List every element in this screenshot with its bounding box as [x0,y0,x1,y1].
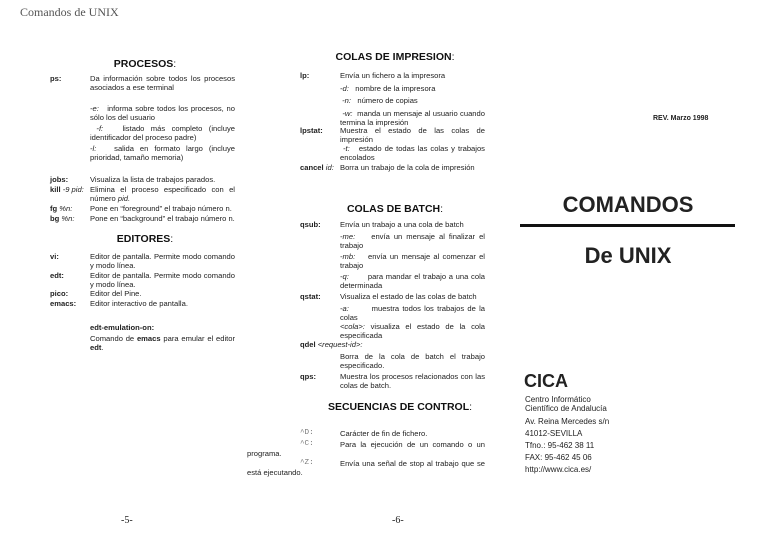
opt-a: -a: muestra todos los trabajos de la colas [340,304,485,322]
opt-me: -me: envía un mensaje al finalizar el trabajo [340,232,485,250]
desc-qsub: Envía un trabajo a una cola de batch [340,220,464,229]
org-address: Av. Reina Mercedes s/n [525,417,610,426]
revision-date: REV. Marzo 1998 [653,115,709,122]
desc-ctrl-c: Para la ejecución de un comando o un [340,440,485,449]
opt-e: -e: informa sobre todos los procesos, no sólo los del usuario [90,104,235,122]
cmd-vi: vi: [50,252,59,261]
cover-subtitle: De UNIX [584,243,672,268]
desc-pico: Editor del Pine. [90,289,142,298]
procesos-heading: PROCESOS: [113,58,177,70]
desc-fg: Pone en “foreground” el trabajo número n. [90,204,232,213]
impresion-heading: COLAS DE IMPRESION: [335,51,455,63]
desc-cancel: Borra un trabajo de la cola de impresión [340,163,475,172]
desc-qdel: Borra de la cola de batch el trabajo especificado. [340,352,485,370]
cmd-edt: edt: [50,271,64,280]
opt-q: -q: para mandar el trabajo a una cola determinada [340,272,485,290]
editores-heading: EDITORES: [116,233,174,245]
cmd-pico: pico: [50,289,69,298]
opt-l: -l: salida en formato largo (incluye prioridad, tamaño memoria) [90,144,235,162]
org-url[interactable]: http://www.cica.es/ [525,465,592,474]
desc-ps: Da información sobre todos los procesos asociados a ese terminal [90,74,235,92]
cmd-lpstat: lpstat: [300,126,323,135]
org-fax: FAX: 95-462 45 06 [525,453,592,462]
desc-ctrl-d: Carácter de fin de fichero. [340,429,428,438]
cmd-cancel: cancel id: [300,163,334,172]
cmd-bg: bg %n: [50,214,75,223]
desc-ctrl-c-cont: programa. [247,449,282,458]
cmd-lp: lp: [300,71,310,80]
org-city: 41012-SEVILLA [525,429,583,438]
desc-emacs: Editor interactivo de pantalla. [90,299,188,308]
org-line: Científico de Andalucía [525,404,607,413]
cmd-qsub: qsub: [300,220,321,229]
desc-lpstat: Muestra el estado de las colas de impresión [340,126,485,144]
desc-edt: Editor de pantalla. Permite modo comando y modo línea. [90,271,235,289]
page-number-right: -6- [392,515,404,526]
cmd-fg: fg %n: [50,204,73,213]
cmd-jobs: jobs: [50,175,69,184]
desc-edt-emulation: Comando de emacs para emular el editor edt. [90,334,235,352]
cmd-kill: kill -9 pid: [50,185,84,194]
cmd-qstat: qstat: [300,292,321,301]
key-ctrl-c: ^C: [300,440,314,448]
desc-qstat: Visualiza el estado de las colas de batch [340,292,477,301]
desc-vi: Editor de pantalla. Permite modo comando y modo línea. [90,252,235,270]
desc-lp: Envía un fichero a la impresora [340,71,446,80]
org-phone: Tfno.: 95-462 38 11 [525,441,595,450]
key-ctrl-d: ^D: [300,429,314,437]
desc-bg: Pone en “background” el trabajo número n. [90,214,235,223]
opt-n: -n: número de copias [342,96,418,105]
opt-cola: <cola>: visualiza el estado de la cola especificada [340,322,485,340]
running-header: Comandos de UNIX [20,5,119,19]
page-number-left: -5- [121,515,133,526]
cmd-qdel: qdel <request-id>: [300,340,363,349]
opt-f: -f: listado más completo (incluye identificador del proceso padre) [90,124,235,142]
desc-kill: Elimina el proceso especificado con el número pid. [90,185,235,203]
cmd-edt-emulation: edt-emulation-on: [90,323,155,332]
cmd-emacs: emacs: [50,299,77,308]
desc-ctrl-z-cont: está ejecutando. [247,468,303,477]
desc-jobs: Visualiza la lista de trabajos parados. [90,175,216,184]
cover-title: COMANDOS [562,192,694,217]
opt-d: -d: nombre de la impresora [340,84,436,93]
opt-mb: -mb: envía un mensaje al comenzar el trabajo [340,252,485,270]
org-line: Centro Informático [525,395,591,404]
org-name: CICA [524,371,568,391]
key-ctrl-z: ^Z: [300,459,314,467]
control-heading: SECUENCIAS DE CONTROL: [327,401,473,413]
desc-qps: Muestra los procesos relacionados con las colas de batch. [340,372,485,390]
opt-w: -w: manda un mensaje al usuario cuando termina la impresión [340,109,485,127]
cmd-qps: qps: [300,372,317,381]
desc-ctrl-z: Envía una señal de stop al trabajo que se [340,459,485,468]
org-info [525,395,609,476]
opt-t: -t: estado de todas las colas y trabajos encolados [340,144,485,162]
title-rule [520,224,735,227]
cmd-ps: ps: [50,74,62,83]
batch-heading: COLAS DE BATCH: [346,203,444,215]
